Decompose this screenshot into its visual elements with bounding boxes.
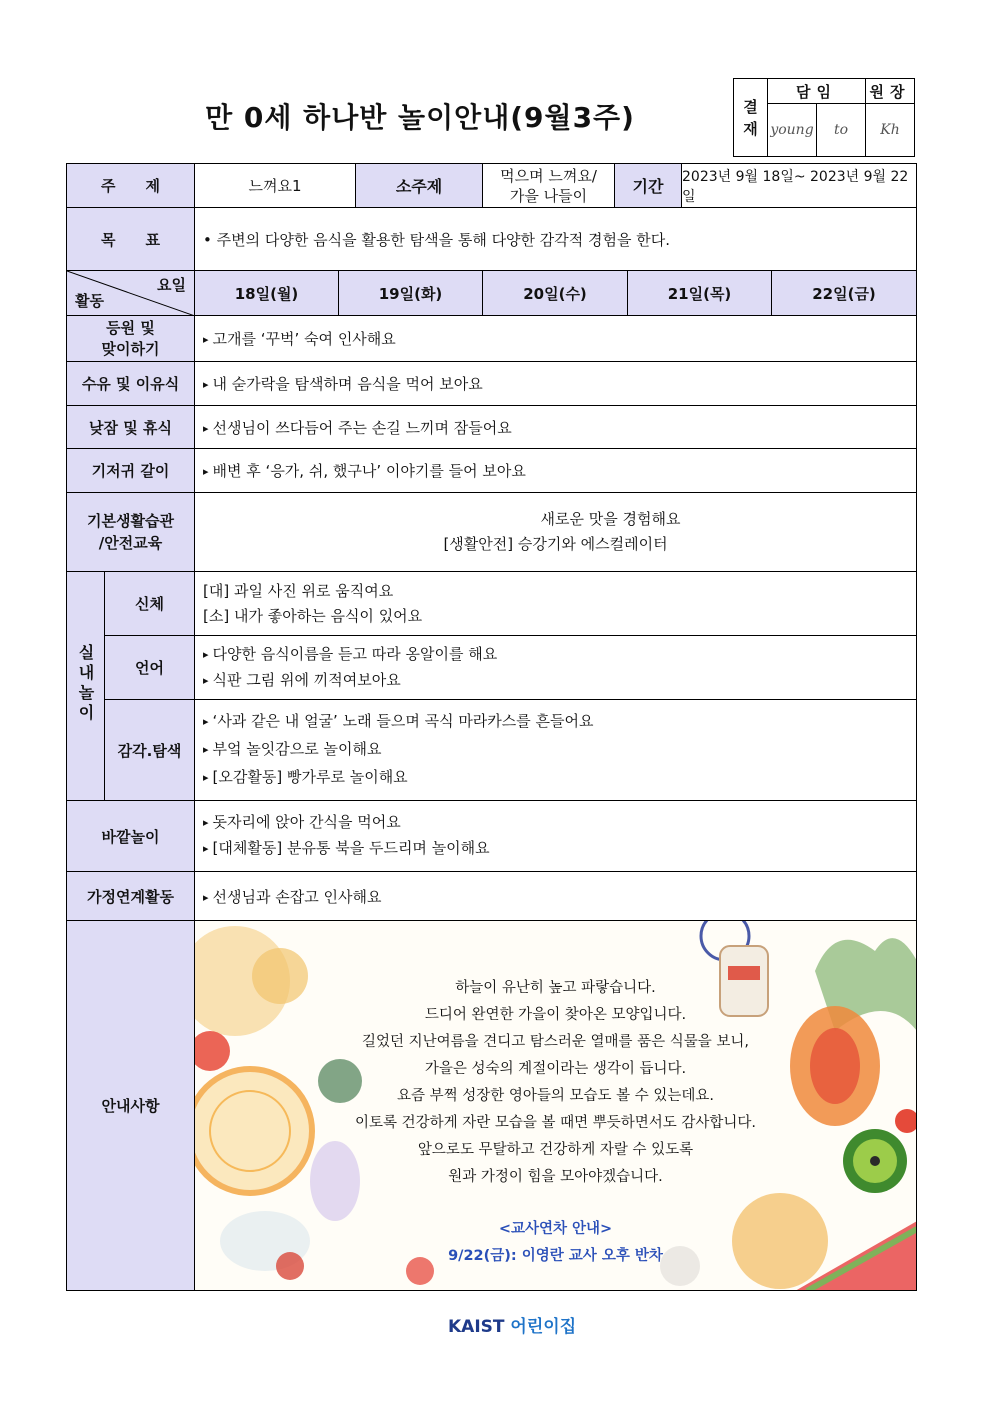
day-header-row (67, 271, 917, 316)
subtheme-period-cell (483, 164, 917, 208)
period-label: 기간 (615, 164, 682, 207)
leave-title: <교사연차 안내> (498, 1221, 613, 1237)
header-row (67, 164, 917, 208)
notice-line: 가을은 성숙의 계절이라는 생각이 듭니다. (424, 1061, 687, 1077)
indoor-sensory-row (67, 700, 917, 801)
goal-label: 목 표 (67, 208, 195, 271)
goal-text: • 주변의 다양한 음식을 활용한 탐색을 통해 다양한 감각적 경험을 한다. (195, 208, 917, 271)
habit-label (67, 493, 195, 572)
notice-line: 드디어 완연한 가을이 찾아온 모양입니다. (424, 1007, 687, 1023)
day-thu: 21일(목) (628, 271, 772, 316)
habit-text (195, 493, 917, 572)
feeding-label: 수유 및 이유식 (67, 362, 195, 406)
theme-label: 주 제 (67, 164, 195, 208)
language-text (195, 636, 917, 700)
language-line-1: ▸ 다양한 음식이름을 듣고 따라 옹알이를 해요 (203, 642, 908, 668)
theme-cell (195, 164, 483, 208)
habit-line-1: 새로운 맛을 경험해요 (540, 510, 681, 528)
corner-label-day: 요일 (157, 276, 187, 294)
outdoor-text (195, 801, 917, 872)
nap-label: 낮잠 및 휴식 (67, 406, 195, 449)
diaper-row (67, 449, 917, 493)
signature-1: young (768, 104, 817, 157)
diaper-text (195, 449, 917, 493)
language-line-2: ▸ 식판 그림 위에 끼적여보아요 (203, 668, 908, 694)
approval-box (733, 78, 915, 157)
family-text (195, 872, 917, 921)
habit-label-1: 기본생활습관 (87, 512, 174, 530)
subtheme-line-1: 먹으며 느껴요/ (500, 166, 597, 185)
indoor-body-row (67, 572, 917, 636)
nap-item: ▸ 선생님이 쓰다듬어 주는 손길 느끼며 잠들어요 (203, 419, 512, 437)
indoor-language-row (67, 636, 917, 700)
diaper-label: 기저귀 갈이 (67, 449, 195, 493)
habit-label-2: /안전교육 (98, 534, 163, 552)
approval-label-top: 결 (743, 97, 758, 116)
footer-logo (448, 1312, 576, 1337)
notice-row (67, 921, 917, 1291)
language-label: 언어 (105, 636, 195, 700)
theme-value: 느껴요1 (195, 164, 356, 207)
logo-kaist: KAIST (448, 1317, 505, 1337)
notice-line: 원과 가정이 힘을 모아야겠습니다. (448, 1169, 663, 1185)
body-line-1: [대] 과일 사진 위로 움직여요 (203, 581, 394, 600)
day-mon: 18일(월) (195, 271, 339, 316)
notice-line: 요즘 부쩍 성장한 영아들의 모습도 볼 수 있는데요. (397, 1088, 715, 1104)
family-label: 가정연계활동 (67, 872, 195, 921)
body-text (195, 572, 917, 636)
approval-label-bottom: 재 (743, 119, 758, 138)
day-fri: 22일(금) (772, 271, 917, 316)
feeding-row (67, 362, 917, 406)
arrival-label-1: 등원 및 (106, 318, 155, 337)
feeding-text (195, 362, 917, 406)
indoor-label (67, 572, 105, 801)
habit-row (67, 493, 917, 572)
day-tue: 19일(화) (339, 271, 483, 316)
arrival-row (67, 316, 917, 362)
director-label: 원장 (866, 79, 915, 104)
habit-line-2: [생활안전] 승강기와 에스컬레이터 (443, 535, 668, 553)
arrival-label (67, 316, 195, 362)
body-label: 신체 (105, 572, 195, 636)
nap-row (67, 406, 917, 449)
arrival-label-2: 맞이하기 (101, 339, 160, 358)
plan-table (66, 163, 917, 1291)
notice-line: 앞으로도 무탈하고 건강하게 자랄 수 있도록 (417, 1142, 694, 1158)
outdoor-line-1: ▸ 돗자리에 앉아 간식을 먹어요 (203, 810, 908, 836)
leave-text: 9/22(금): 이영란 교사 오후 반차 (448, 1248, 663, 1264)
body-line-2: [소] 내가 좋아하는 음식이 있어요 (203, 606, 423, 625)
day-wed: 20일(수) (483, 271, 628, 316)
subtheme-label: 소주제 (356, 164, 482, 207)
notice-box (195, 921, 917, 1291)
corner-label-activity: 활동 (75, 292, 104, 310)
notice-line: 이토록 건강하게 자란 모습을 볼 때면 뿌듯하면서도 감사합니다. (354, 1115, 757, 1131)
logo-daycare: 어린이집 (510, 1317, 577, 1337)
arrival-item: ▸ 고개를 ‘꾸벅’ 숙여 인사해요 (203, 330, 396, 348)
outdoor-label: 바깥놀이 (67, 801, 195, 872)
notice-line: 길었던 지난여름을 견디고 탐스러운 열매를 품은 식물을 보니, (361, 1034, 750, 1050)
indoor-label-text: 실내놀이 (76, 644, 95, 724)
sensory-line-3: ▸ [오감활동] 빵가루로 놀이해요 (203, 764, 908, 792)
period-value: 2023년 9월 18일~ 2023년 9월 22일 (682, 168, 909, 205)
sensory-line-2: ▸ 부엌 놀잇감으로 놀이해요 (203, 736, 908, 764)
subtheme-value (483, 164, 615, 207)
notice-text (195, 941, 916, 1270)
nap-text (195, 406, 917, 449)
outdoor-row (67, 801, 917, 872)
subtheme-line-2: 가을 나들이 (509, 186, 588, 205)
arrival-text (195, 316, 917, 362)
outdoor-line-2: ▸ [대체활동] 분유통 북을 두드리며 놀이해요 (203, 836, 908, 862)
sensory-label: 감각.탐색 (105, 700, 195, 801)
sensory-line-1: ▸ ‘사과 같은 내 얼굴’ 노래 들으며 곡식 마라카스를 흔들어요 (203, 708, 908, 736)
day-activity-corner (67, 271, 195, 316)
family-item: ▸ 선생님과 손잡고 인사해요 (203, 888, 381, 906)
notice-label: 안내사항 (67, 921, 195, 1291)
homeroom-label: 담임 (768, 79, 866, 104)
notice-line: 하늘이 유난히 높고 파랗습니다. (455, 980, 656, 996)
diaper-item: ▸ 배변 후 ‘응가, 쉬, 했구나’ 이야기를 들어 보아요 (203, 462, 526, 480)
page-title: 만 0세 하나반 놀이안내(9월3주) (205, 101, 635, 134)
sensory-text (195, 700, 917, 801)
goal-row (67, 208, 917, 271)
feeding-item: ▸ 내 숟가락을 탐색하며 음식을 먹어 보아요 (203, 375, 483, 393)
approval-label (734, 79, 768, 157)
signature-2: to (817, 104, 866, 157)
signature-3: Kh (866, 104, 915, 157)
family-row (67, 872, 917, 921)
